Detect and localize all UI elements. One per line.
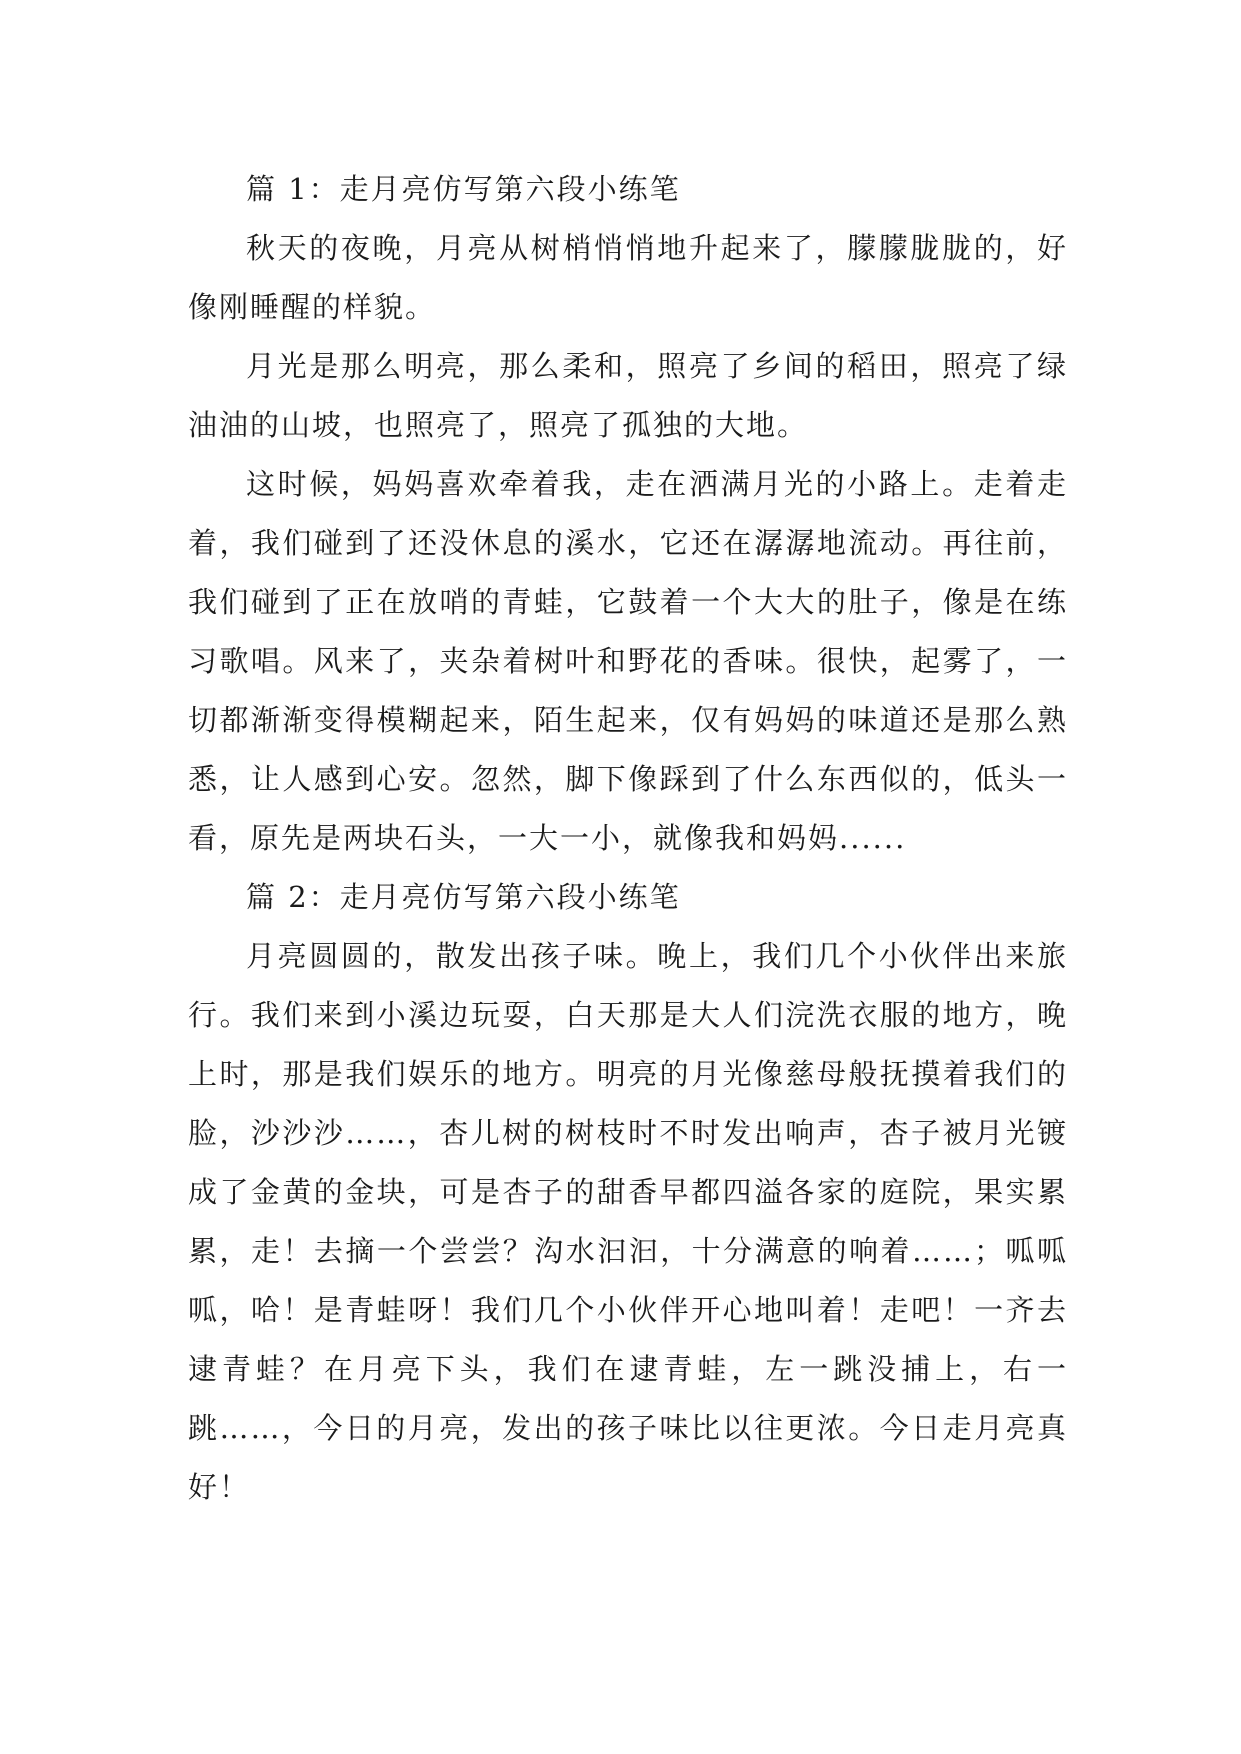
article-1-title: 篇 1：走月亮仿写第六段小练笔 <box>246 172 681 206</box>
article-2-paragraph-1: 月亮圆圆的，散发出孩子味。晚上，我们几个小伙伴出来旅行。我们来到小溪边玩耍，白天那是大人们浣洗衣服的地方，晚上时，那是我们娱乐的地方。明亮的月光像慈母般抚摸着我们的脸，沙沙沙……，杏儿树的树枝时不时发出响声，杏子被月光镀成了金黄的金块，可是杏子的甜香早都四溢各家的庭院，果实累累，走！去摘一个尝尝？沟水汩汩，十分满意的响着……；呱呱呱，哈！是青蛙呀！我们几个小伙伴开心地叫着！走吧！一齐去逮青蛙？在月亮下头，我们在逮青蛙，左一跳没捕上，右一跳……，今日的月亮，发出的孩子味比以往更浓。今日走月亮真好！ <box>188 939 1068 1504</box>
article-1-paragraph-3: 这时候，妈妈喜欢牵着我，走在洒满月光的小路上。走着走着，我们碰到了还没休息的溪水，它还在潺潺地流动。再往前，我们碰到了正在放哨的青蛙，它鼓着一个大大的肚子，像是在练习歌唱。风来了，夹杂着树叶和野花的香味。很快，起雾了，一切都渐渐变得模糊起来，陌生起来，仅有妈妈的味道还是那么熟悉，让人感到心安。忽然，脚下像踩到了什么东西似的，低头一看，原先是两块石头，一大一小，就像我和妈妈...... <box>188 467 1068 855</box>
document-body <box>188 160 1068 1517</box>
article-2-title: 篇 2：走月亮仿写第六段小练笔 <box>246 880 681 914</box>
article-1-paragraph-1: 秋天的夜晚，月亮从树梢悄悄地升起来了，朦朦胧胧的，好像刚睡醒的样貌。 <box>188 231 1068 324</box>
article-1-paragraph-2: 月光是那么明亮，那么柔和，照亮了乡间的稻田，照亮了绿油油的山坡，也照亮了，照亮了孤独的大地。 <box>188 349 1068 442</box>
